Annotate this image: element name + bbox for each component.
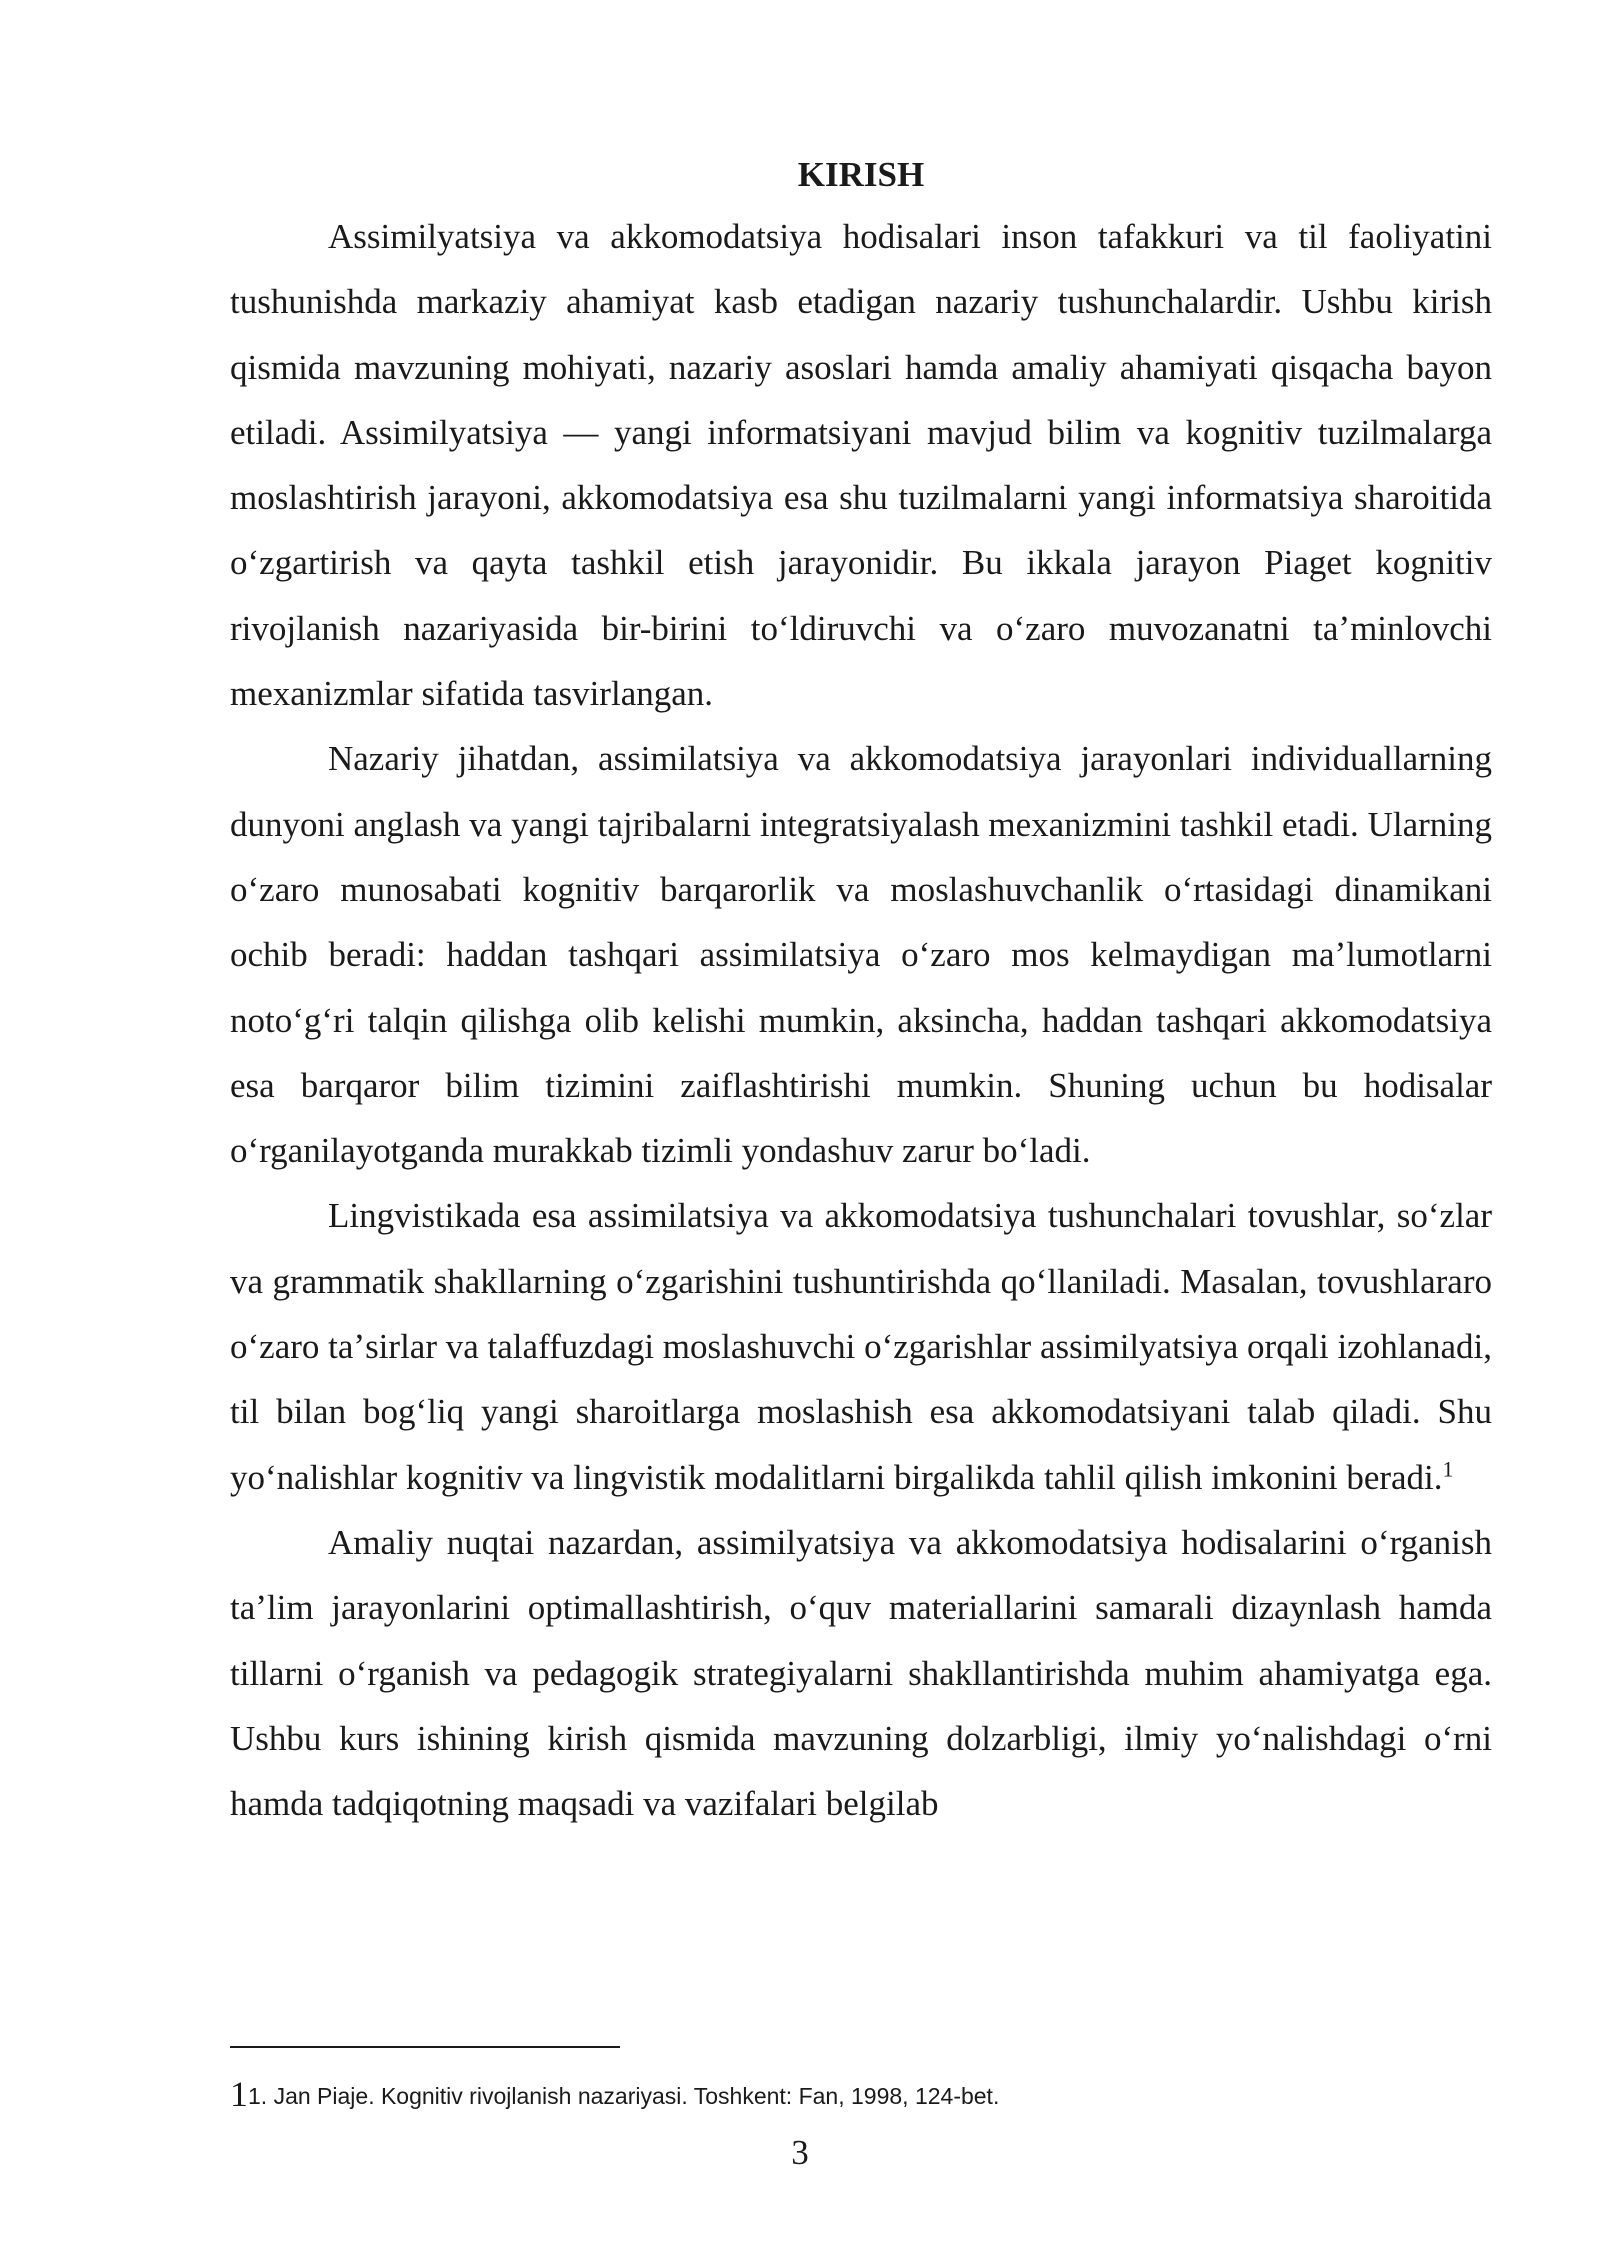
paragraph-3-text: Lingvistikada esa assimilatsiya va akkomodatsiya tushunchalari tovushlar, soʻzlar va grammatik shakllarning oʻzgarishini tushuntirishda qoʻllaniladi. Masalan, tovushlararo oʻzaro taʼsirlar va talaffuzdagi moslashuvchi oʻzgarishlar assimilyatsiya orqali izohlanadi, til bilan bogʻliq yangi sharoitlarga moslashish esa akkomodatsiyani talab qiladi. Shu yoʻnalishlar kognitiv va lingvistik modalitlarni birgalikda tahlil qilish imkonini beradi. (230, 1196, 1492, 1497)
footnote-separator (230, 2046, 620, 2048)
page-body (230, 150, 1492, 1836)
paragraph-4: Amaliy nuqtai nazardan, assimilyatsiya va akkomodatsiya hodisalarini oʻrganish taʼlim jarayonlarini optimallashtirish, oʻquv materiallarini samarali dizaynlash hamda tillarni oʻrganish va pedagogik strategiyalarni shakllantirishda muhim ahamiyatga ega. Ushbu kurs ishining kirish qismida mavzuning dolzarbligi, ilmiy yoʻnalishdagi oʻrni hamda tadqiqotning maqsadi va vazifalari belgilab (230, 1522, 1492, 1824)
footnote (230, 2074, 999, 2116)
section-title: KIRISH (797, 155, 925, 194)
footnote-mark: 1 (230, 2074, 248, 2114)
paragraph-1: Assimilyatsiya va akkomodatsiya hodisalari inson tafakkuri va til faoliyatini tushunishda markaziy ahamiyat kasb etadigan nazariy tushunchalardir. Ushbu kirish qismida mavzuning mohiyati, nazariy asoslari hamda amaliy ahamiyati qisqacha bayon etiladi. Assimilyatsiya — yangi informatsiyani mavjud bilim va kognitiv tuzilmalarga moslashtirish jarayoni, akkomodatsiya esa shu tuzilmalarni yangi informatsiya sharoitida oʻzgartirish va qayta tashkil etish jarayonidir. Bu ikkala jarayon Piaget kognitiv rivojlanish nazariyasida bir-birini toʻldiruvchi va oʻzaro muvozanatni taʼminlovchi mexanizmlar sifatida tasvirlangan. (230, 217, 1492, 714)
footnote-reference[interactable]: 1 (1442, 1455, 1454, 1481)
paragraph-3 (230, 1183, 1492, 1509)
paragraph-2: Nazariy jihatdan, assimilatsiya va akkomodatsiya jarayonlari individuallarning dunyoni anglash va yangi tajribalarni integratsiyalash mexanizmini tashkil etadi. Ularning oʻzaro munosabati kognitiv barqarorlik va moslashuvchanlik oʻrtasidagi dinamikani ochib beradi: haddan tashqari assimilatsiya oʻzaro mos kelmaydigan maʼlumotlarni notoʻgʻri talqin qilishga olib kelishi mumkin, aksincha, haddan tashqari akkomodatsiya esa barqaror bilim tizimini zaiflashtirishi mumkin. Shuning uchun bu hodisalar oʻrganilayotganda murakkab tizimli yondashuv zarur boʻladi. (230, 739, 1492, 1171)
page-number: 3 (791, 2133, 809, 2172)
footnote-text: 1. Jan Piaje. Kognitiv rivojlanish nazariyasi. Toshkent: Fan, 1998, 124-bet. (248, 2083, 1000, 2109)
